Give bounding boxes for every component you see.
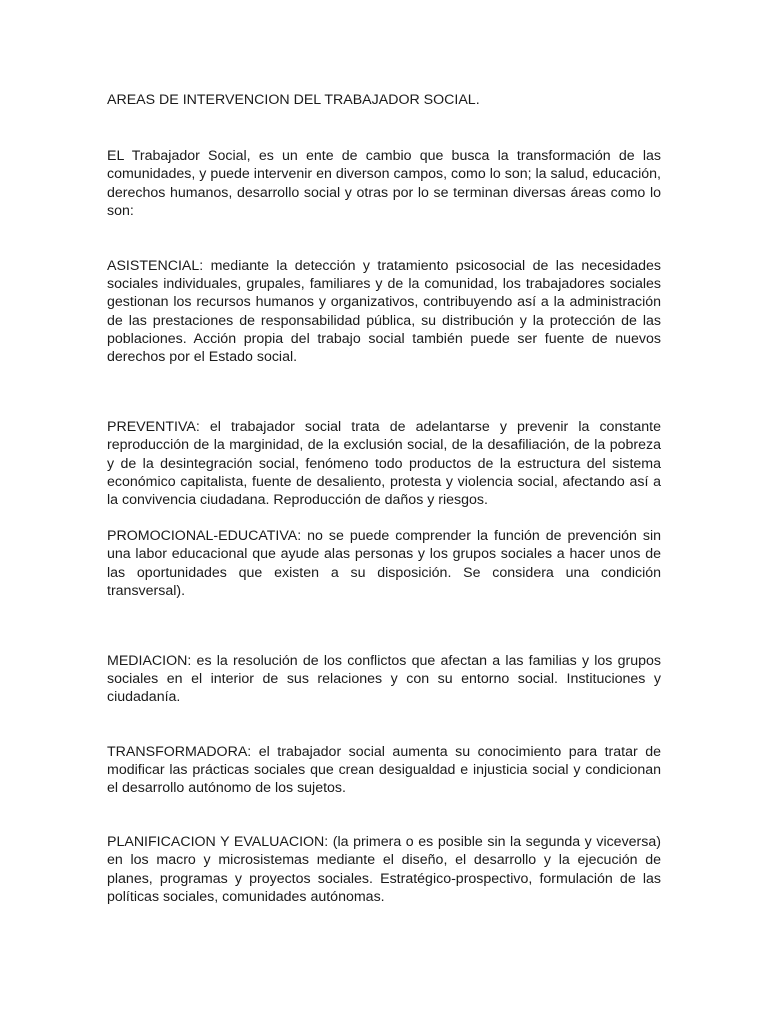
document-title: AREAS DE INTERVENCION DEL TRABAJADOR SOCIAL.	[107, 92, 480, 108]
paragraph-planificacion-evaluacion: PLANIFICACION Y EVALUACION: (la primera o es posible sin la segunda y viceversa) en los macro y microsistemas mediante el diseño, el desarrollo y la ejecución de planes, programas y proyectos sociales. Estratégico-prospectivo, formulación de las políticas sociales, comunidades autónomas.	[107, 834, 661, 905]
paragraph-preventiva: PREVENTIVA: el trabajador social trata de adelantarse y prevenir la constante reproducción de la marginidad, de la exclusión social, de la desafiliación, de la pobreza y de la desintegración social, fenómeno todo productos de la estructura del sistema económico capitalista, fuente de desaliento, protesta y violencia social, afectando así a la convivencia ciudadana. Reproducción de daños y riesgos.	[107, 419, 661, 509]
paragraph-promocional-educativa: PROMOCIONAL-EDUCATIVA: no se puede comprender la función de prevención sin una labor educacional que ayude alas personas y los grupos sociales a hacer unos de las oportunidades que existen a su disposición. Se considera una condición transversal).	[107, 528, 661, 599]
document-body	[107, 91, 661, 906]
paragraph-mediacion: MEDIACION: es la resolución de los conflictos que afectan a las familias y los grupos sociales en el interior de sus relaciones y con su entorno social. Instituciones y ciudadanía.	[107, 653, 661, 706]
paragraph-transformadora: TRANSFORMADORA: el trabajador social aumenta su conocimiento para tratar de modificar las prácticas sociales que crean desigualdad e injusticia social y condicionan el desarrollo autónomo de los sujetos.	[107, 743, 661, 797]
paragraph-asistencial: ASISTENCIAL: mediante la detección y tratamiento psicosocial de las necesidades sociales individuales, grupales, familiares y de la comunidad, los trabajadores sociales gestionan los recursos humanos y organizativos, contribuyendo así a la administración de las prestaciones de responsabilidad pública, su distribución y la protección de las poblaciones. Acción propia del trabajo social también puede ser fuente de nuevos derechos por el Estado social.	[107, 258, 661, 366]
paragraph-intro: EL Trabajador Social, es un ente de cambio que busca la transformación de las comunidades, y puede intervenir en diverson campos, como lo son; la salud, educación, derechos humanos, desarrollo social y otras por lo se terminan diversas áreas como lo son:	[107, 148, 661, 219]
